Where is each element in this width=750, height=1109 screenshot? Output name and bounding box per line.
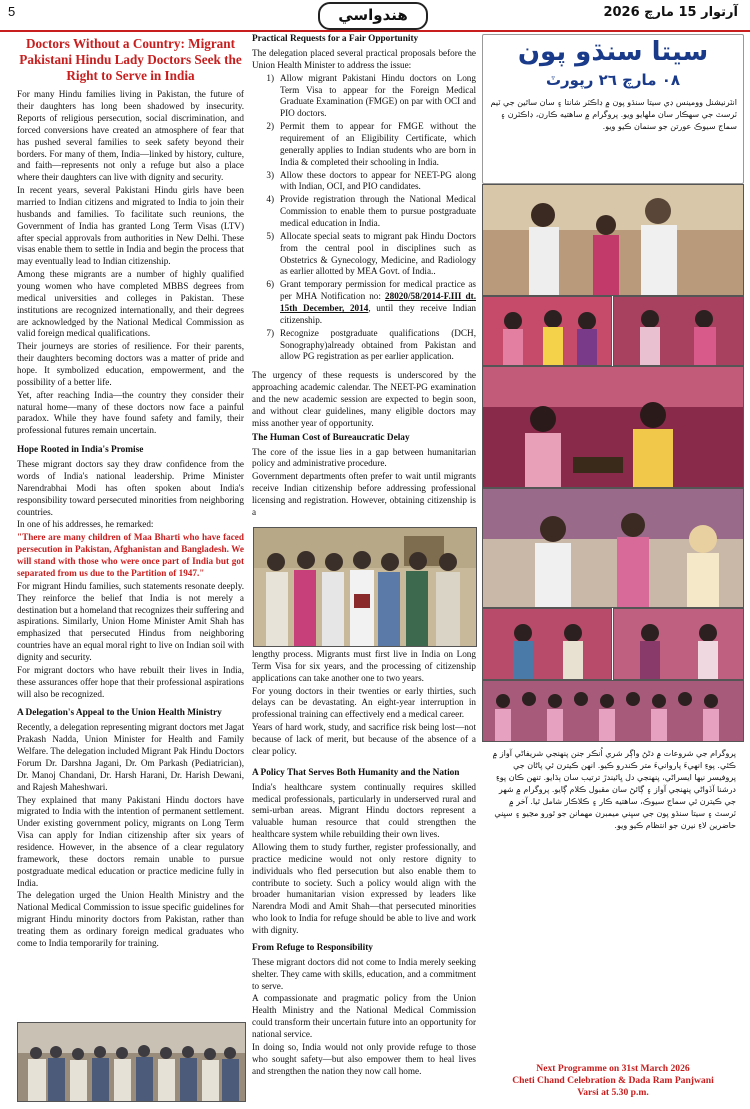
page-header	[0, 0, 750, 32]
pull-quote: "There are many children of Maa Bharti who have faced persecution in Pakistan, Afghanistan and Bangladesh. We will stand with those who were once part of India but got separated from us due to the Partition of 1947."	[17, 532, 244, 578]
page-number: 5	[8, 4, 16, 19]
paragraph: Yet, after reaching India—the country they consider their natural home—many of these doctors now face a painful paradox. While they have found safety and family, their professional futures remain uncertain.	[17, 389, 244, 436]
list-item: 3) Allow these doctors to appear for NEET-PG along with Indian, OCI, and PIO candidates.	[266, 169, 476, 192]
header-date: آرتوار 15 مارچ 2026	[603, 5, 738, 20]
paragraph: The delegation placed several practical proposals before the Union Health Minister to address the issue:	[252, 47, 476, 70]
next-programme-notice: Next Programme on 31st March 2026 Cheti Chand Celebration & Dada Ram Panjwani Varsi at 5.30 p.m.	[512, 1063, 714, 1098]
section-heading: A Policy That Serves Both Humanity and the Nation	[252, 767, 460, 778]
paragraph: The core of the issue lies in a gap between humanitarian policy and administrative procedure.	[252, 446, 476, 469]
notification-number: 28020/58/2014-F.III dt. 15th December, 2014	[280, 291, 477, 314]
paragraph: In one of his addresses, he remarked:	[17, 519, 154, 530]
paragraph: A compassionate and pragmatic policy from the Union Health Ministry and the National Medical Commission could transform their uncertain future into an opportunity for national service.	[252, 993, 477, 1040]
report-subtitle: ۰۸ مارچ ٢٦ رپورٽ	[545, 71, 681, 89]
paragraph: Government departments often prefer to wait until migrants receive Indian citizenship before addressing professional licensing and registration. However, obtaining citizenship is a	[252, 471, 476, 517]
list-item: 1) Allow migrant Pakistani Hindu doctors on Long Term Visa to appear for the Foreign Medical Graduate Examination (FMGE) on par with OCI and PIO doctors.	[266, 72, 476, 119]
list-item: 6) Grant temporary permission for medical practice as per MHA Notification no: 28020/58/2014-F.III dt. 15th December, 2014, until they receive Indian citizenship.	[266, 279, 477, 325]
list-item: 7) Recognize postgraduate qualifications (DCH, Sonography)already obtained from Pakistan and allow PG registration as per earlier application.	[266, 327, 476, 362]
event-photo-2	[482, 296, 612, 366]
event-photo-singers	[482, 366, 744, 488]
paragraph: For migrant doctors who have rebuilt their lives in India, these assurances offer hope that their professional aspirations will also be recognized.	[17, 664, 244, 699]
paragraph: Recently, a delegation representing migrant doctors met Jagat Prakash Nadda, Union Minister for Health and Family Welfare. The delegation included Migrant Pak Hindu Doctors Forum Dr. Darshna Jagani, Dr. Om Parkash (Pediatrician), Dr. Manoj Chandani, Dr. Harsh Harani, Dr. Harish Dewani, and Rajesh Maheshwari.	[17, 722, 244, 792]
paragraph: lengthy process. Migrants must first live in India on Long Term Visa for six years, and the processing of citizenship applications can take another one to two years.	[252, 649, 476, 683]
section-heading: A Delegation's Appeal to the Union Health Ministry	[17, 708, 222, 719]
column-left	[17, 34, 244, 951]
section-heading: Hope Rooted in India's Promise	[17, 445, 144, 456]
paragraph: These migrant doctors did not come to India merely seeking shelter. They came with skills, education, and a commitment to serve.	[252, 956, 476, 991]
column-right-sindhi	[482, 34, 744, 1100]
paragraph: For young doctors in their twenties or early thirties, such delays can be devastating. An eight-year interruption in professional training can effectively end a medical career.	[252, 685, 476, 720]
section-heading: Practical Requests for a Fair Opportunity	[252, 34, 419, 44]
paragraph: Years of hard work, study, and sacrifice risk being lost—not because of lack of merit, but because of the absence of a clear policy.	[252, 722, 476, 756]
paragraph: India's healthcare system continually requires skilled medical professionals, particularly in underserved rural and semi-urban areas. Migrant Hindu doctors represent a valuable human resource that could strengthen the healthcare system while rebuilding their own lives.	[252, 781, 476, 840]
paragraph: Allowing them to study further, register professionally, and practice medicine would not only restore dignity to individuals who fled persecution but also enable them to contribute to society. Such a policy would align with the broader humanitarian vision expressed by leaders like Narendra Modi and Amit Shah—that persecuted minorities who look to India for refuge should be able to live and work with dignity.	[252, 842, 476, 936]
list-item: 5) Allocate special seats to migrant pak Hindu Doctors from the central pool in disciplines such as Obstetrics & Gynecology, Medicine, and Radiology as earlier allotted by MEA Govt. of India..	[266, 230, 476, 277]
delegation-meeting-photo	[253, 527, 477, 647]
paragraph: Their journeys are stories of resilience. For their parents, their daughters becoming doctors was a matter of pride and hope. It symbolized education, empowerment, and the possibility of a better life.	[17, 341, 244, 387]
report-header-box	[482, 34, 744, 184]
section-heading: From Refuge to Responsibility	[252, 942, 373, 953]
column-middle	[252, 34, 476, 520]
event-photo-3	[613, 296, 744, 366]
report-body: پروگرام جي شروعات ۾ دڻڻ واڳر شري اُنڪر جنن پنهنجي شريفاڻي آواز ۾ ڪئي. پوءِ انهيءَ پاروانيءَ متر ڪندرو ڪيو. انهن ڪيترن ئي پاڻان جي پروفيسر نيها ايسراڻي، پنهنجي دل ڀائيندڙ ترتيب سان ٻڌايو. تنهن ڪان پوءِ درشنا آڏواڻي پنهنجي آواز ۽ ڳائڻ سان مقبول ڪلام ڳايو. پروگرام ۾ شهر جي ڪيترن ئي سماج سيوڪ، ساهتيه ڪار ۽ ڪلاڪار شامل ٿيا. آخر ۾ ٽرسٽ ۽ سيتا سنڌو پون جي سڀني ميمبرن مهمانن جو ٿورو مڃيو ۽ سڀني حاضرين لاءِ نيرن جو انتظام ڪيو ويو.	[492, 749, 736, 830]
paragraph: In recent years, several Pakistani Hindu girls have been married to Indian citizens and migrated to India to join their husbands and families. To facilitate such reunions, the Government of India has granted Long Term Visas (LTV) after special approvals from authorities in New Delhi. These visas enable them to settle in India and begin the process that may eventually lead to Indian citizenship.	[17, 185, 244, 267]
paragraph: For migrant Hindu families, such statements resonate deeply. They reinforce the belief that India is not merely a destination but a homeland that recognizes their suffering and aspirations. Similarly, Union Home Minister Amit Shah has emphasized that persecuted Hindus from neighboring countries have an equal moral right to live on Indian soil with dignity and security.	[17, 580, 244, 662]
event-photo-1	[482, 184, 744, 296]
list-item: 4) Provide registration through the National Medical Commission to enable them to pursue postgraduate medical education in India.	[266, 194, 476, 229]
report-title: سيتا سنڌو پون	[517, 37, 709, 67]
request-list	[252, 73, 476, 364]
report-intro: انٽرنيشنل وومينس ڊي سيتا سنڌو پون ۾ ڊاڪٽر شانتا ۽ سان ساٿين جي ٽيم ٽرسٽ جي سهڪار سان ملهايو ويو. پروگرام ۾ ساهتيه ڪارن، ڊاڪٽرن ۽ سماج سيوڪ عورتن جو سنمان ڪيو ويو.	[490, 98, 737, 131]
section-heading: The Human Cost of Bureaucratic Delay	[252, 432, 410, 443]
paragraph: For many Hindu families living in Pakistan, the future of their daughters has long been shadowed by insecurity. Reports of religious persecution, social discrimination, and forced conversions have created an atmosphere of fear that has pushed several families to seek safety beyond their borders. For many of them, India—linked by history, culture, and faith—represents not only a refuge but also a place where their daughters can live with dignity and security.	[17, 89, 244, 183]
group-photo-delegation	[17, 1022, 246, 1102]
masthead-logo: هندواسي	[318, 2, 428, 30]
paragraph: The delegation urged the Union Health Ministry and the National Medical Commission to issue specific guidelines for migrant Hindu minority doctors from Pakistan, rather than treating them as ordinary foreign medical graduates who come to India temporarily for training.	[17, 890, 244, 948]
column-middle-lower	[252, 649, 476, 1078]
paragraph: These migrant doctors say they draw confidence from the words of India's national leadership. Prime Minister Narendrabhai Modi has often spoken about India's responsibility toward persecuted minorities from neighboring countries.	[17, 459, 244, 517]
paragraph: They explained that many Pakistani Hindu doctors have migrated to India with the intention of permanent settlement. Under existing government policy, migrants on Long Term Visa can apply for Indian citizenship after six years of residence. However, in the absence of a clear regulatory framework, these doctors remain unable to pursue postgraduate medical education or practice medicine fully in India.	[17, 794, 244, 888]
paragraph: The urgency of these requests is underscored by the approaching academic calendar. The NEET-PG examination and the new academic session are expected to begin soon, and without clear guidelines, many eligible doctors may miss another year of opportunity.	[252, 370, 476, 428]
event-photo-group	[482, 680, 744, 742]
event-photo-felicitation	[482, 488, 744, 608]
list-item: 2) Permit them to appear for FMGE without the requirement of an Eligibility Certificate, which generally applies to Indian students who are born in India & completed their schooling in India.	[266, 121, 476, 167]
event-photo-4	[482, 608, 612, 680]
main-headline: Doctors Without a Country: Migrant Pakistani Hindu Lady Doctors Seek the Right to Serve in India	[19, 36, 242, 84]
event-photo-5	[613, 608, 744, 680]
paragraph: In doing so, India would not only provide refuge to those who sought safety—but also empower them to heal lives and strengthen the nation they now call home.	[252, 1041, 476, 1076]
paragraph: Among these migrants are a number of highly qualified young women who have completed MBBS degrees from medical universities and colleges in Pakistan. These institutions are recognized internationally, and their degrees are acknowledged by the National Medical Commission as valid foreign medical qualifications.	[17, 269, 244, 339]
